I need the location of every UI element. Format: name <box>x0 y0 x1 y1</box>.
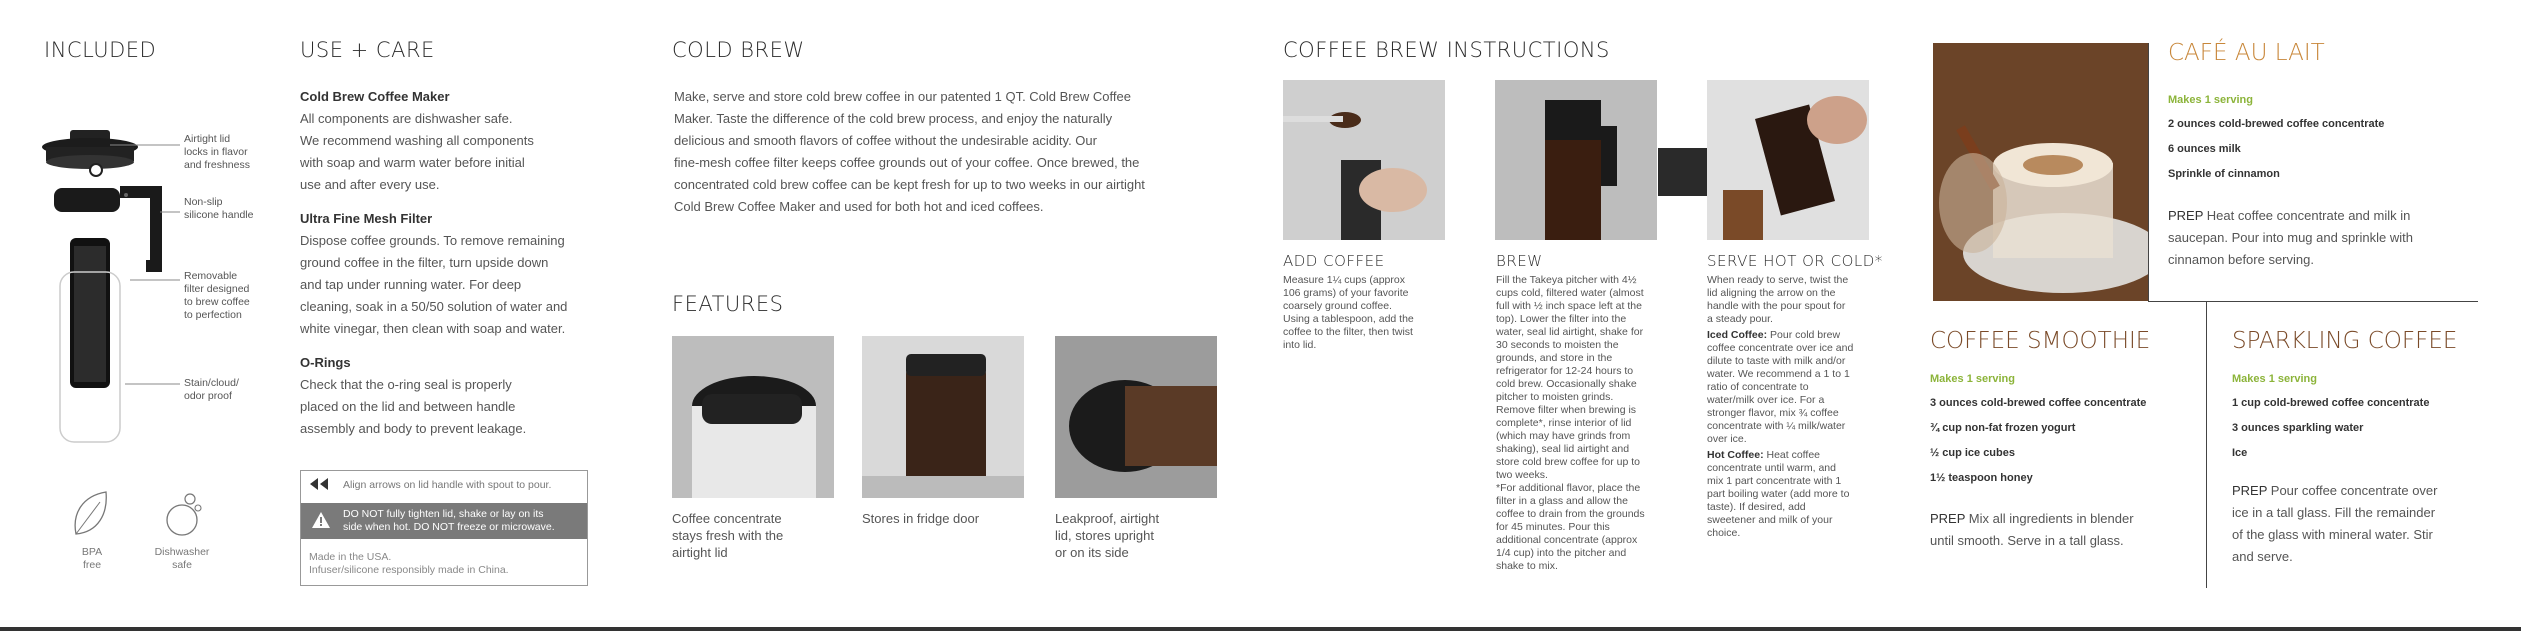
step-heading: SERVE HOT OR COLD* <box>1707 252 1883 270</box>
ingredient: Ice <box>2232 447 2248 459</box>
warning-bar <box>301 503 587 539</box>
iced-body: Pour cold brew coffee concentrate over ice and dilute to taste with milk and/or water. We recommend a 1 to 1 ratio of concentrate to water/milk over ice. For a stronger flavor, mix ¾ coffee concentrate with ¼ milk/water over ice. <box>1707 329 1854 445</box>
cold-brew-body: Make, serve and store cold brew coffee in our patented 1 QT. Cold Brew Coffee Maker. Taste the difference of the cold brew process, and enjoy the naturally delicious and smooth flavors of coffee without the undesirable acidity. Our fine-mesh coffee filter keeps coffee grounds out of your coffee. Once brewed, the concentrated cold brew coffee can be kept fresh for up to two weeks in our airtight Cold Brew Coffee Maker and used for both hot and iced coffees. <box>674 89 1145 214</box>
ingredient: 1½ teaspoon honey <box>1930 472 2033 484</box>
use-care-title: USE + CARE <box>300 38 435 62</box>
warning-icon <box>311 511 331 529</box>
hot-label: Hot Coffee: <box>1707 449 1764 461</box>
iced-label: Iced Coffee: <box>1707 329 1768 341</box>
features-title: FEATURES <box>672 292 784 316</box>
ingredient: 1 cup cold-brewed coffee concentrate <box>2232 397 2430 409</box>
step-body: Measure 1¼ cups (approx 106 grams) of your favorite coarsely ground coffee. Using a tablespoon, add the coffee to the filter, then twist into lid. <box>1283 274 1414 351</box>
use-care-sections <box>300 86 600 440</box>
step-heading: ADD COFFEE <box>1283 252 1385 270</box>
ingredient: 3 ounces sparkling water <box>2232 422 2364 434</box>
prep-label: PREP <box>1930 511 1966 526</box>
feature-caption: Leakproof, airtight lid, stores upright or on its side <box>1055 511 1160 560</box>
smoothie-prep <box>1930 508 2190 552</box>
cafe-au-lait-title: CAFÉ AU LAIT <box>2168 40 2325 66</box>
feature-photo-side <box>1055 336 1217 498</box>
callout-lid: Airtight lid locks in flavor and freshness <box>184 133 250 171</box>
step-photo-serve <box>1707 80 1869 240</box>
sparkling-prep <box>2232 480 2462 568</box>
bubbles-icon <box>160 490 204 538</box>
feature-caption: Coffee concentrate stays fresh with the airtight lid <box>672 511 784 560</box>
callout-body: Stain/cloud/ odor proof <box>184 377 239 402</box>
bottom-rule <box>0 627 2521 631</box>
step-body: Fill the Takeya pitcher with 4½ cups cold, filtered water (almost full with ½ inch space left at the top). Lower the filter into the water, seal lid airtight, shake for 30 seconds to moisten the grounds, and store in the refrigerator for 12-24 hours to cold brew. Occasionally shake pitcher to moisten grinds. Remove filter when brewing is complete*, rinse interior of lid (which may have grinds from shaking), seal lid airtight and store cold brew coffee for up to two weeks. *For additional flavor, place the filter in a glass and allow the coffee to drain from the grounds for 45 minutes. Pour this additional concentrate (approx 1/4 cup) into the pitcher and shake to mix. <box>1496 274 1645 572</box>
notice-box <box>300 470 588 586</box>
sparkling-serving: Makes 1 serving <box>2232 373 2317 385</box>
included-title: INCLUDED <box>44 38 157 62</box>
section-body: Dispose coffee grounds. To remove remaining ground coffee in the filter, turn upside down and tap under running water. For deep cleaning, soak in a 50/50 solution of water and white vinegar, then clean with soap and water. <box>300 233 568 336</box>
divider-v1 <box>2148 43 2149 301</box>
cafe-au-lait-ingredients <box>2168 112 2384 187</box>
callout-lines <box>110 130 190 410</box>
ingredient: 2 ounces cold-brewed coffee concentrate <box>2168 118 2385 130</box>
instructions-title: COFFEE BREW INSTRUCTIONS <box>1283 38 1610 62</box>
divider-v2 <box>2206 301 2207 588</box>
smoothie-ingredients <box>1930 391 2146 491</box>
double-arrow-icon <box>307 477 331 497</box>
ingredient: Sprinkle of cinnamon <box>2168 168 2280 180</box>
feature-caption: Stores in fridge door <box>862 511 980 526</box>
section-heading: Cold Brew Coffee Maker <box>300 89 450 104</box>
section-body: Check that the o-ring seal is properly placed on the lid and between handle assembly and body to prevent leakage. <box>300 377 527 436</box>
ingredient: 3 ounces cold-brewed coffee concentrate <box>1930 397 2147 409</box>
cold-brew-title: COLD BREW <box>672 38 805 62</box>
callout-filter: Removable filter designed to brew coffee to perfection <box>184 270 250 321</box>
notice-footer: Made in the USA. Infuser/silicone responsibly made in China. <box>309 551 509 576</box>
cafe-au-lait-photo <box>1933 43 2148 301</box>
sparkling-title: SPARKLING COFFEE <box>2232 328 2458 354</box>
dishwasher-safe-label: Dishwasher safe <box>154 546 210 571</box>
prep-label: PREP <box>2232 483 2268 498</box>
notice-arrow-text: Align arrows on lid handle with spout to pour. <box>343 479 552 491</box>
ingredient: ½ cup ice cubes <box>1930 447 2015 459</box>
step-photo-add-coffee <box>1283 80 1445 240</box>
bpa-free-label: BPA free <box>81 546 103 571</box>
section-body: All components are dishwasher safe. We recommend washing all components with soap and warm water before initial use and after every use. <box>300 111 534 192</box>
divider-h <box>2148 301 2478 302</box>
cafe-au-lait-serving: Makes 1 serving <box>2168 94 2253 106</box>
step-heading: BREW <box>1496 252 1543 270</box>
ingredient: 6 ounces milk <box>2168 143 2241 155</box>
cafe-au-lait-prep <box>2168 205 2488 271</box>
prep-text: Mix all ingredients in blender until smooth. Serve in a tall glass. <box>1930 511 2134 548</box>
feature-photo-fridge <box>862 336 1024 498</box>
step-photo-brew <box>1495 80 1657 240</box>
step-photo-divider <box>1658 148 1708 196</box>
warning-text: DO NOT fully tighten lid, shake or lay on its side when hot. DO NOT freeze or microwave. <box>343 508 555 533</box>
callout-handle: Non-slip silicone handle <box>184 196 254 221</box>
prep-text: Heat coffee concentrate and milk in saucepan. Pour into mug and sprinkle with cinnamon before serving. <box>2168 208 2413 267</box>
section-heading: Ultra Fine Mesh Filter <box>300 211 433 226</box>
prep-label: PREP <box>2168 208 2204 223</box>
section-heading: O-Rings <box>300 355 351 370</box>
prep-text: Pour coffee concentrate over ice in a tall glass. Fill the remainder of the glass with mineral water. Stir and serve. <box>2232 483 2438 564</box>
smoothie-serving: Makes 1 serving <box>1930 373 2015 385</box>
serve-step-body <box>1707 274 1882 540</box>
leaf-icon <box>70 490 110 538</box>
feature-photo-lid <box>672 336 834 498</box>
sparkling-ingredients <box>2232 391 2429 466</box>
smoothie-title: COFFEE SMOOTHIE <box>1930 328 2151 354</box>
ingredient: ¾ cup non-fat frozen yogurt <box>1930 422 2076 434</box>
serve-intro: When ready to serve, twist the lid aligning the arrow on the handle with the pour spout for a steady pour. <box>1707 274 1849 325</box>
hot-body: Heat coffee concentrate until warm, and mix 1 part concentrate with 1 part boiling water (add more to taste). If desired, add sweetener and milk of your choice. <box>1707 449 1850 539</box>
